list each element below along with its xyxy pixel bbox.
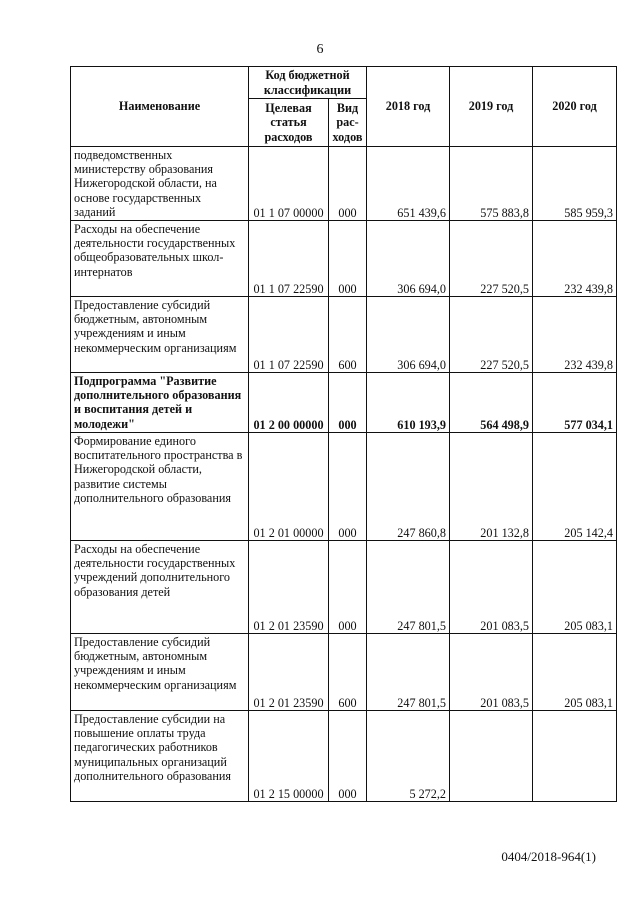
header-2019: 2019 год [450,67,533,147]
row-name-cell: Расходы на обеспечение деятельности государственных общеобразовательных школ-интернатов [71,221,249,297]
row-2020-cell: 205 083,1 [533,541,617,634]
row-2019-cell: 201 132,8 [450,433,533,541]
row-vid-cell: 000 [329,541,367,634]
row-2020-cell: 205 142,4 [533,433,617,541]
table-row [71,147,617,221]
row-name-cell: подведомственных министерству образования Нижегородской области, на основе государственных заданий [71,147,249,221]
table-row [71,634,617,711]
row-2019-cell: 564 498,9 [450,373,533,433]
table-row [71,297,617,373]
budget-table [70,66,617,802]
row-name-cell: Предоставление субсидий бюджетным, автономным учреждениям и иным некоммерческим организациям [71,297,249,373]
row-2018-cell: 651 439,6 [367,147,450,221]
row-2018-cell: 610 193,9 [367,373,450,433]
row-name-cell: Расходы на обеспечение деятельности государственных учреждений дополнительного образования детей [71,541,249,634]
row-2019-cell: 227 520,5 [450,221,533,297]
row-code-cell: 01 2 01 23590 [249,541,329,634]
row-code-cell: 01 1 07 22590 [249,221,329,297]
row-vid-cell: 000 [329,433,367,541]
row-code-cell: 01 1 07 00000 [249,147,329,221]
row-vid-cell: 000 [329,711,367,802]
row-2018-cell: 306 694,0 [367,221,450,297]
row-2019-cell: 575 883,8 [450,147,533,221]
page-number: 6 [316,42,324,57]
table-row [71,373,617,433]
table-row [71,433,617,541]
row-code-cell: 01 2 01 00000 [249,433,329,541]
row-2020-cell: 232 439,8 [533,297,617,373]
table-header [71,67,617,147]
row-2019-cell: 227 520,5 [450,297,533,373]
row-2018-cell: 247 860,8 [367,433,450,541]
row-name-cell: Формирование единого воспитательного пространства в Нижегородской области, развитие системы дополнительного образования [71,433,249,541]
row-2018-cell: 247 801,5 [367,634,450,711]
row-code-cell: 01 1 07 22590 [249,297,329,373]
document-number: 0404/2018-964(1) [501,849,596,864]
row-2018-cell: 5 272,2 [367,711,450,802]
row-vid-cell: 000 [329,373,367,433]
table-body [71,147,617,802]
row-code-cell: 01 2 01 23590 [249,634,329,711]
header-code-group: Код бюджетной классификации [249,67,367,99]
row-2018-cell: 306 694,0 [367,297,450,373]
row-2020-cell: 577 034,1 [533,373,617,433]
row-2019-cell [450,711,533,802]
row-vid-cell: 000 [329,221,367,297]
row-name-cell: Предоставление субсидии на повышение оплаты труда педагогических работников муниципальных организаций дополнительного образования [71,711,249,802]
row-code-cell: 01 2 00 00000 [249,373,329,433]
row-vid-cell: 600 [329,297,367,373]
header-name: Наименование [71,67,249,147]
header-2018: 2018 год [367,67,450,147]
row-2020-cell: 585 959,3 [533,147,617,221]
row-2020-cell: 232 439,8 [533,221,617,297]
table-row [71,711,617,802]
row-2019-cell: 201 083,5 [450,541,533,634]
header-expense-type: Вид рас-ходов [329,99,367,147]
header-2020: 2020 год [533,67,617,147]
table-row [71,541,617,634]
header-target-article: Целевая статья расходов [249,99,329,147]
row-2020-cell: 205 083,1 [533,634,617,711]
row-vid-cell: 000 [329,147,367,221]
row-code-cell: 01 2 15 00000 [249,711,329,802]
row-2019-cell: 201 083,5 [450,634,533,711]
row-vid-cell: 600 [329,634,367,711]
row-name-cell: Предоставление субсидий бюджетным, автономным учреждениям и иным некоммерческим организациям [71,634,249,711]
table-row [71,221,617,297]
row-2020-cell [533,711,617,802]
row-name-cell: Подпрограмма "Развитие дополнительного образования и воспитания детей и молодежи" [71,373,249,433]
row-2018-cell: 247 801,5 [367,541,450,634]
